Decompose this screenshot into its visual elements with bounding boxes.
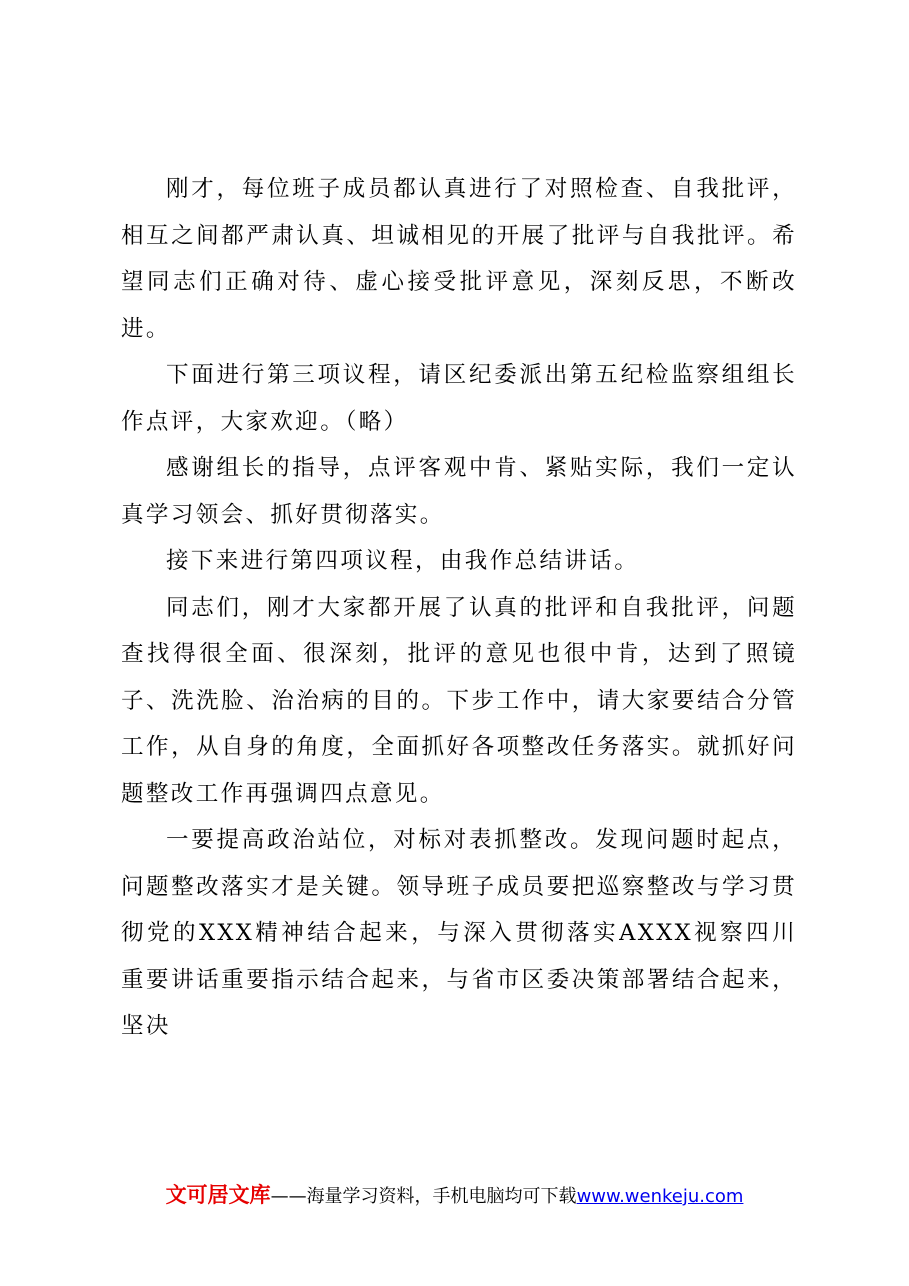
footer-brand: 文可居文库 bbox=[165, 1183, 271, 1207]
paragraph-1: 刚才，每位班子成员都认真进行了对照检查、自我批评，相互之间都严肃认真、坦诚相见的开展了批评与自我批评。希望同志们正确对待、虚心接受批评意见，深刻反思，不断改进。 bbox=[121, 176, 797, 342]
footer-tagline: ——海量学习资料，手机电脑均可下载 bbox=[270, 1186, 577, 1207]
paragraph-6: 一要提高政治站位，对标对表抓整改。发现问题时起点，问题整改落实才是关键。领导班子成员要把巡察整改与学习贯彻党的XXX精神结合起来，与深入贯彻落实AXXX视察四川重要讲话重要指示结合起来，与省市区委决策部署结合起来，坚决 bbox=[121, 827, 797, 1039]
paragraph-4: 接下来进行第四项议程，由我作总结讲话。 bbox=[166, 548, 640, 574]
page-footer bbox=[0, 1180, 909, 1212]
document-body bbox=[121, 166, 797, 1050]
footer-url-link[interactable]: www.wenkeju.com bbox=[576, 1186, 744, 1207]
paragraph-5: 同志们，刚才大家都开展了认真的批评和自我批评，问题查找得很全面、很深刻，批评的意见也很中肯，达到了照镜子、洗洗脸、治治病的目的。下步工作中，请大家要结合分管工作，从自身的角度，全面抓好各项整改任务落实。就抓好问题整改工作再强调四点意见。 bbox=[121, 594, 797, 807]
paragraph-3: 感谢组长的指导，点评客观中肯、紧贴实际，我们一定认真学习领会、抓好贯彻落实。 bbox=[121, 455, 797, 528]
paragraph-2: 下面进行第三项议程，请区纪委派出第五纪检监察组组长作点评，大家欢迎。（略） bbox=[121, 362, 797, 435]
